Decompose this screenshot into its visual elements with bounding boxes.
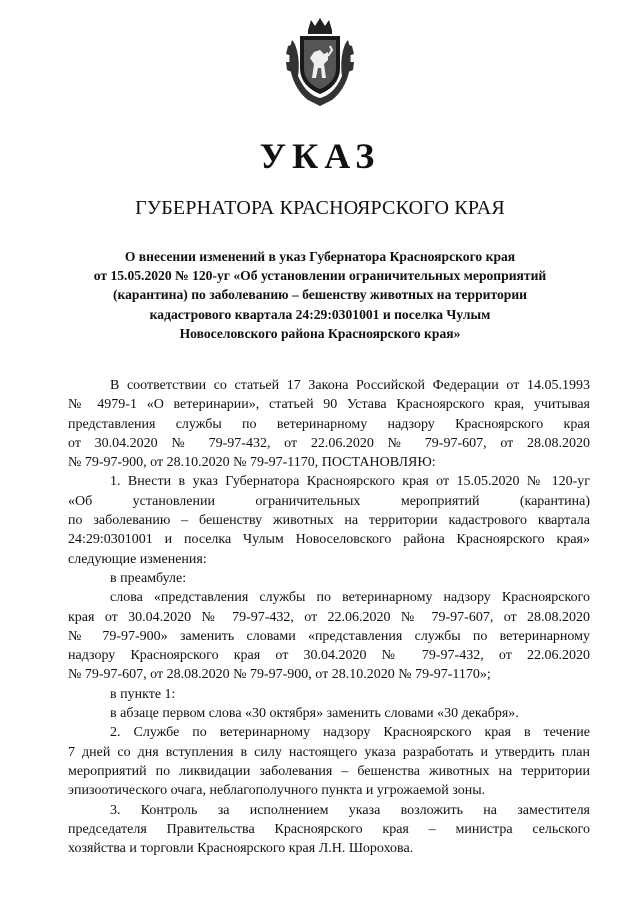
- body-line: от 30.04.2020 № 79-97-432, от 22.06.2020 № 79-97-607, от 28.08.2020: [68, 435, 590, 451]
- body-line: по заболеванию – бешенству животных на территории кадастрового квартала: [68, 513, 590, 529]
- body-line: В соответствии со статьей 17 Закона Российской Федерации от 14.05.1993: [110, 378, 590, 393]
- body-line: № 79-97-900, от 28.10.2020 № 79-97-1170, ПОСТАНОВЛЯЮ:: [68, 455, 436, 471]
- body-line: № 79-97-900» заменить словами «представления службы по ветеринарному: [68, 628, 590, 644]
- subject-line: О внесении изменений в указ Губернатора Красноярского края: [124, 249, 516, 264]
- coat-of-arms-emblem: [284, 16, 356, 108]
- subject-line: кадастрового квартала 24:29:0301001 и поселка Чулым: [149, 306, 491, 322]
- decree-title: УКАЗ: [259, 136, 381, 176]
- decree-subject: [60, 247, 580, 343]
- body-line: 1. Внести в указ Губернатора Красноярского края от 15.05.2020 № 120-уг: [110, 474, 590, 490]
- body-line: в пункте 1:: [110, 686, 176, 702]
- body-line: 3. Контроль за исполнением указа возложить на заместителя: [110, 802, 590, 818]
- body-line: 24:29:0301001 и поселка Чулым Новоселовского района Красноярского края»: [68, 532, 590, 548]
- issuing-authority: ГУБЕРНАТОРА КРАСНОЯРСКОГО КРАЯ: [135, 197, 505, 219]
- body-line: мероприятий по ликвидации заболевания – бешенства животных на территории: [68, 763, 590, 779]
- decree-body: [68, 376, 590, 858]
- body-line: в преамбуле:: [110, 570, 187, 586]
- body-line: 2. Службе по ветеринарному надзору Красноярского края в течение: [110, 725, 590, 741]
- subject-line: Новоселовского района Красноярского края»: [179, 325, 461, 341]
- body-line: № 4979-1 «О ветеринарии», статьей 90 Устава Красноярского края, учитывая: [68, 397, 590, 413]
- body-line: слова «представления службы по ветеринарному надзору Красноярского: [110, 590, 590, 606]
- body-line: «Об установлении ограничительных мероприятий (карантина): [68, 493, 590, 509]
- body-line: № 79-97-607, от 28.08.2020 № 79-97-900, от 28.10.2020 № 79-97-1170»;: [68, 667, 491, 683]
- body-line: края от 30.04.2020 № 79-97-432, от 22.06.2020 № 79-97-607, от 28.08.2020: [68, 609, 590, 625]
- body-line: 7 дней со дня вступления в силу настоящего указа разработать и утвердить план: [68, 744, 590, 760]
- body-line: надзору Красноярского края от 30.04.2020 № 79-97-432, от 22.06.2020: [68, 648, 590, 664]
- subject-line: (карантина) по заболеванию – бешенству животных на территории: [112, 287, 528, 303]
- body-line: следующие изменения:: [68, 551, 207, 567]
- body-line: представления службы по ветеринарному надзору Красноярского края: [68, 416, 590, 432]
- body-line: председателя Правительства Красноярского края – министра сельского: [68, 821, 590, 837]
- subject-line: от 15.05.2020 № 120-уг «Об установлении ограничительных мероприятий: [93, 268, 547, 284]
- body-line: в абзаце первом слова «30 октября» заменить словами «30 декабря».: [110, 706, 519, 722]
- body-line: эпизоотического очага, неблагополучного пункта и угрожаемой зоны.: [68, 783, 486, 799]
- body-line: хозяйства и торговли Красноярского края Л.Н. Шорохова.: [68, 841, 414, 857]
